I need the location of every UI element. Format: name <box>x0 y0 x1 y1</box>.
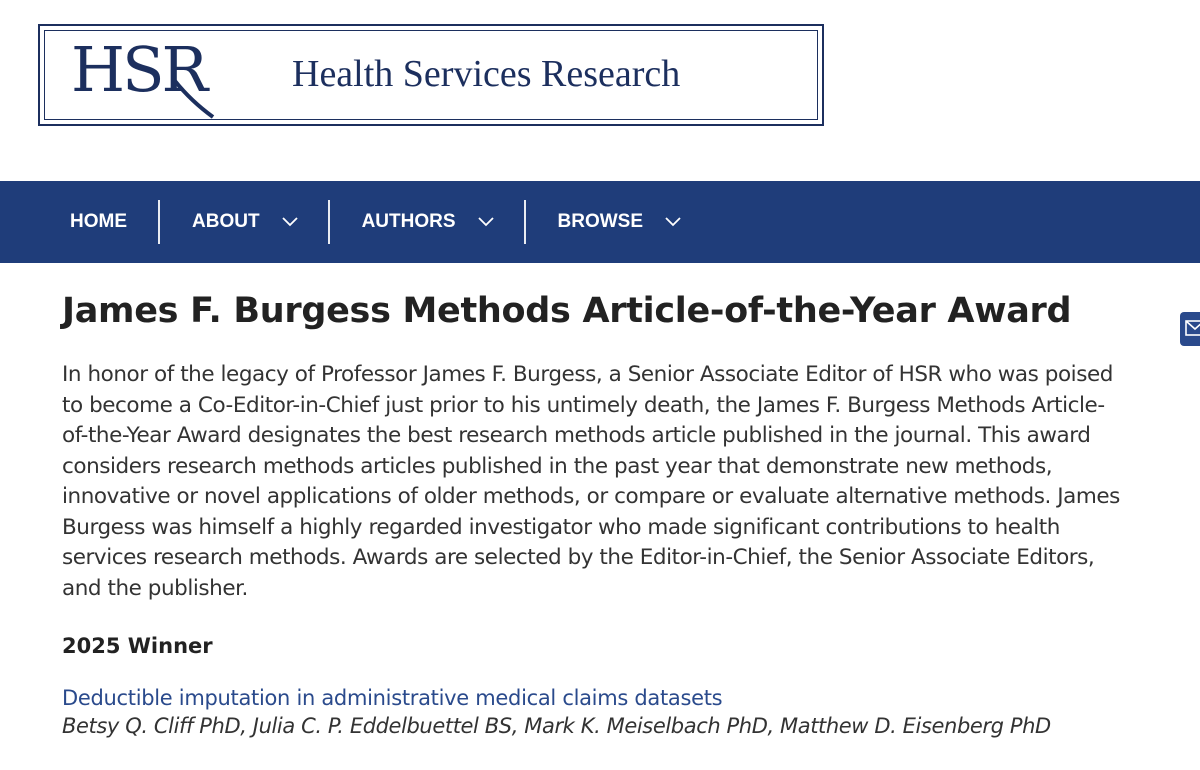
nav-home-label: HOME <box>70 211 127 232</box>
nav-browse-label: BROWSE <box>557 211 644 232</box>
winner-heading: 2025 Winner <box>62 634 213 658</box>
nav-about-label: ABOUT <box>192 211 260 232</box>
journal-logo-banner[interactable] <box>38 24 824 126</box>
nav-browse[interactable] <box>526 200 712 244</box>
award-description: In honor of the legacy of Professor James F. Burgess, a Senior Associate Editor of HSR who was poised to become a Co-Editor-in-Chief just prior to his untimely death, the James F. Burgess Methods Article-of-the-Year Award designates the best research methods article published in the journal. This award considers research methods articles published in the past year that demonstrate new methods, innovative or novel applications of older methods, or compare or evaluate alternative methods. James Burgess was himself a highly regarded investigator who made significant contributions to health services research methods. Awards are selected by the Editor-in-Chief, the Senior Associate Editors, and the publisher. <box>62 362 1120 601</box>
chevron-down-icon <box>665 217 681 227</box>
side-contact-tab[interactable] <box>1180 312 1200 346</box>
nav-authors-label: AUTHORS <box>361 211 456 232</box>
nav-home[interactable] <box>38 200 158 244</box>
logo-mark <box>71 33 206 106</box>
nav-divider <box>158 200 160 244</box>
nav-authors[interactable] <box>330 200 524 244</box>
nav-divider <box>524 200 526 244</box>
nav-divider <box>328 200 330 244</box>
article-authors: Betsy Q. Cliff PhD, Julia C. P. Eddelbuettel BS, Mark K. Meiselbach PhD, Matthew D. Eisenberg PhD <box>62 714 1051 738</box>
envelope-icon <box>1185 320 1200 336</box>
chevron-down-icon <box>478 217 494 227</box>
chevron-down-icon <box>282 217 298 227</box>
logo-title: Health Services Research <box>292 53 681 95</box>
logo-mark-text: HSR <box>71 33 206 106</box>
logo-inner-frame <box>44 30 818 120</box>
page-title: James F. Burgess Methods Article-of-the-Year Award <box>62 291 1072 331</box>
main-navbar <box>0 181 1200 263</box>
logo-mark-swoosh-icon <box>71 39 221 119</box>
nav-about[interactable] <box>160 200 328 244</box>
winning-article-link[interactable]: Deductible imputation in administrative medical claims datasets <box>62 686 723 710</box>
main-content <box>62 290 1122 738</box>
